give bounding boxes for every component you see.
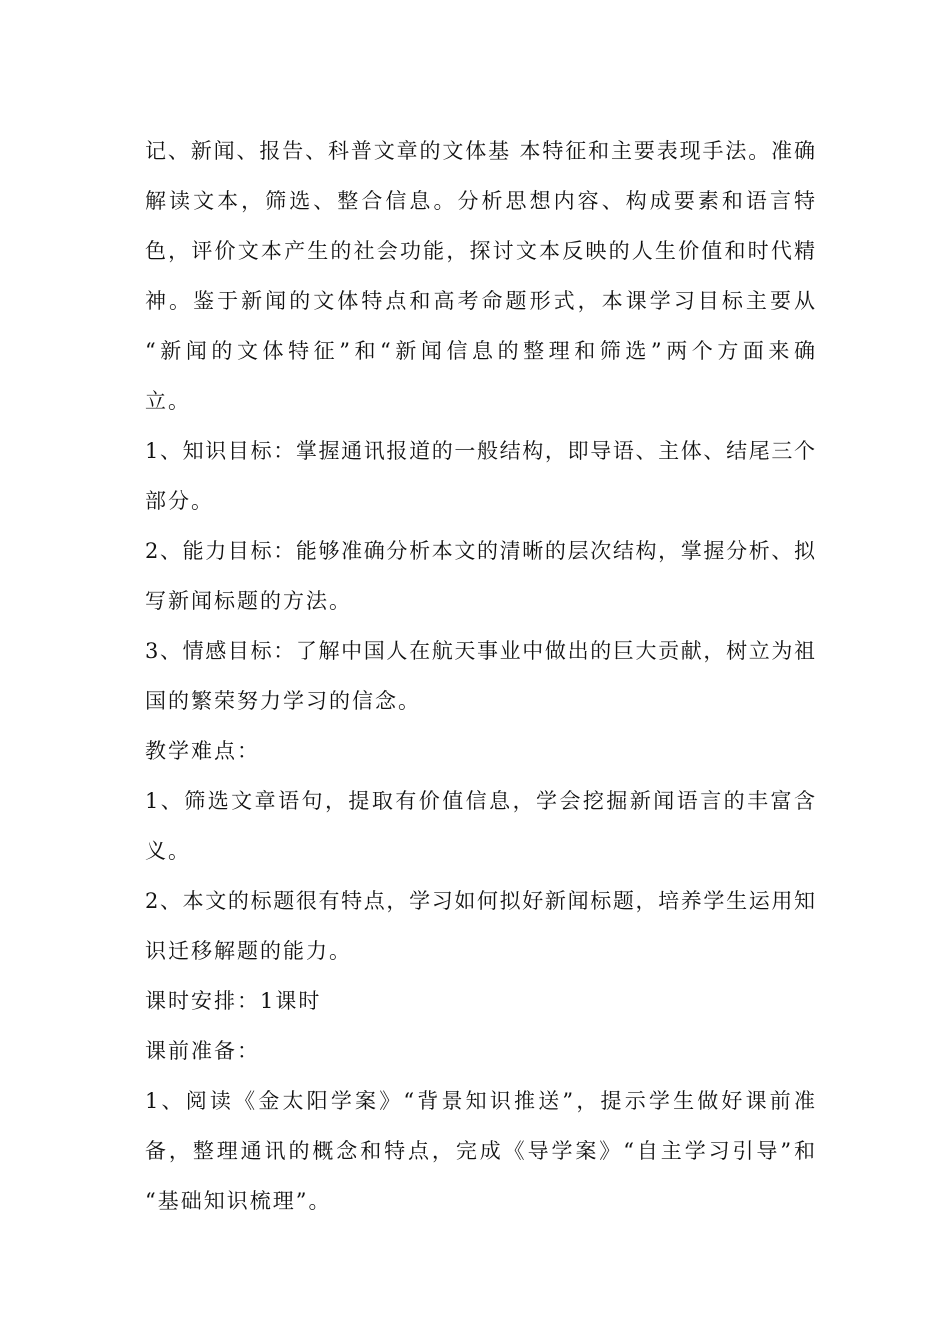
section-heading-difficulties: 教学难点： xyxy=(145,739,260,763)
difficulty-item-line: 义。 xyxy=(145,839,191,863)
body-text-line: “新闻的文体特征”和“新闻信息的整理和筛选”两个方面来确 xyxy=(145,339,815,363)
body-text-line: 记、新闻、报告、科普文章的文体基 本特征和主要表现手法。准确 xyxy=(145,139,815,163)
preparation-item-line: 备，整理通讯的概念和特点，完成《导学案》“自主学习引导”和 xyxy=(145,1139,815,1163)
body-text-line: 解读文本，筛选、整合信息。分析思想内容、构成要素和语言特 xyxy=(145,189,815,213)
preparation-item-line: 1、阅读《金太阳学案》“背景知识推送”，提示学生做好课前准 xyxy=(145,1089,815,1113)
objective-knowledge-line: 1、知识目标：掌握通讯报道的一般结构，即导语、主体、结尾三个 xyxy=(145,439,815,463)
body-text-line: 色，评价文本产生的社会功能，探讨文本反映的人生价值和时代精 xyxy=(145,239,815,263)
body-text-line: 立。 xyxy=(145,389,191,413)
section-heading-schedule: 课时安排：1课时 xyxy=(145,989,322,1013)
objective-knowledge-line: 部分。 xyxy=(145,489,214,513)
preparation-item-line: “基础知识梳理”。 xyxy=(145,1189,332,1213)
difficulty-item-line: 识迁移解题的能力。 xyxy=(145,939,352,963)
difficulty-item-line: 2、本文的标题很有特点，学习如何拟好新闻标题，培养学生运用知 xyxy=(145,889,815,913)
objective-ability-line: 写新闻标题的方法。 xyxy=(145,589,352,613)
objective-emotion-line: 国的繁荣努力学习的信念。 xyxy=(145,689,421,713)
objective-emotion-line: 3、情感目标：了解中国人在航天事业中做出的巨大贡献，树立为祖 xyxy=(145,639,815,663)
body-text-line: 神。鉴于新闻的文体特点和高考命题形式，本课学习目标主要从 xyxy=(145,289,815,313)
difficulty-item-line: 1、筛选文章语句，提取有价值信息，学会挖掘新闻语言的丰富含 xyxy=(145,789,815,813)
section-heading-preparation: 课前准备： xyxy=(145,1039,260,1063)
objective-ability-line: 2、能力目标：能够准确分析本文的清晰的层次结构，掌握分析、拟 xyxy=(145,539,815,563)
